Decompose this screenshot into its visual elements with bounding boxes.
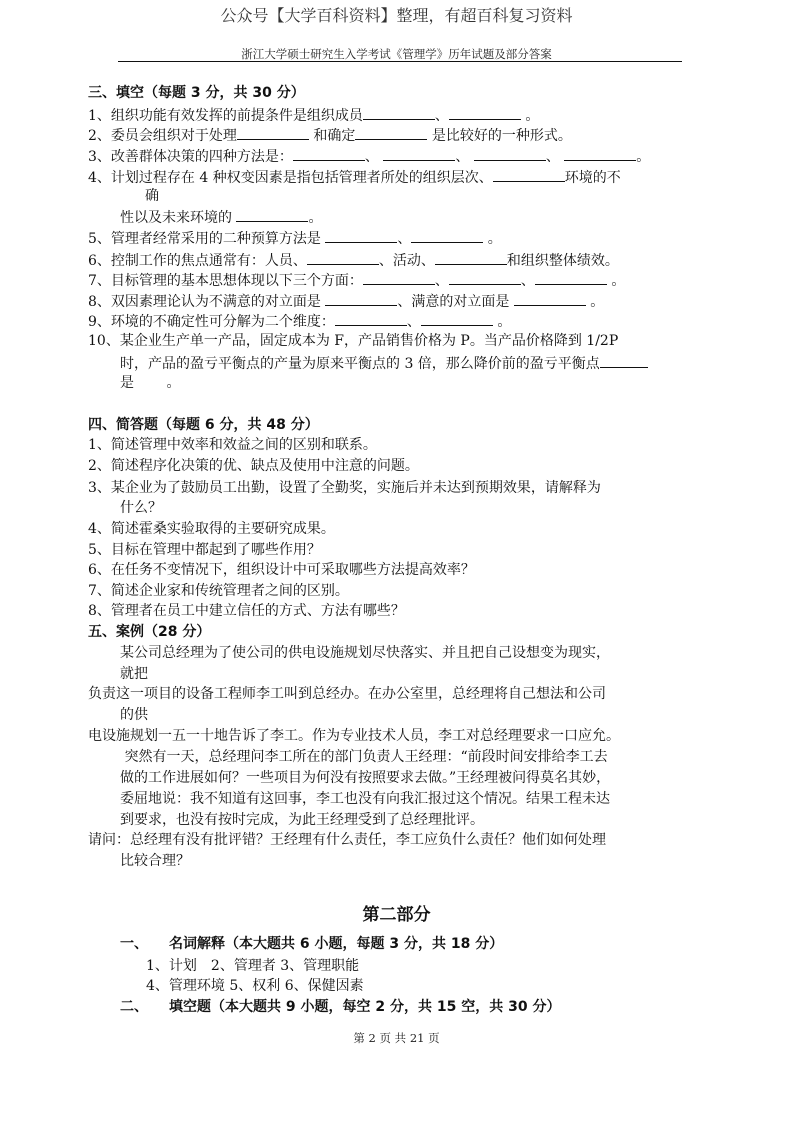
line-text: 时，产品的盈亏平衡点的产量为原来平衡点的 3 倍，那么降价前的盈亏平衡点 xyxy=(120,356,600,372)
line-text: 2、简述程序化决策的优、缺点及使用中注意的问题。 xyxy=(88,458,419,474)
text-line xyxy=(88,311,511,331)
text-line xyxy=(88,520,335,538)
text-line xyxy=(88,602,405,620)
fill-in-blank xyxy=(474,146,546,161)
text-line xyxy=(120,811,484,829)
line-text: 、 xyxy=(545,149,565,165)
text-line xyxy=(88,685,606,703)
text-line xyxy=(120,644,610,662)
line-text: 五、案例（28 分） xyxy=(88,624,211,640)
fill-in-blank xyxy=(355,125,427,140)
line-text: 8、管理者在员工中建立信任的方式、方法有哪些？ xyxy=(88,603,405,619)
text-line xyxy=(120,207,322,227)
line-text: 确 xyxy=(145,188,159,204)
line-text: 、 xyxy=(364,149,384,165)
text-line xyxy=(146,957,359,975)
line-text: 某公司总经理为了使公司的供电设施规划尽快落实、并且把自己设想变为现实， xyxy=(120,645,610,661)
text-line xyxy=(120,852,190,870)
line-text: 和组织整体绩效。 xyxy=(506,253,619,269)
line-text: 比较合理？ xyxy=(120,853,190,869)
text-line xyxy=(88,479,601,497)
line-text: 。 xyxy=(483,231,502,247)
line-text: 的供 xyxy=(120,707,148,723)
section-heading xyxy=(120,998,560,1016)
line-text: 是比较好的一种形式。 xyxy=(427,128,572,144)
line-text: 8、双因素理论认为不满意的对立面是 xyxy=(88,294,326,310)
section-heading xyxy=(120,935,503,953)
line-text: 到要求，也没有按时完成，为此王经理受到了总经理批评。 xyxy=(120,812,484,828)
line-text: 、满意的对立面是 xyxy=(397,294,514,310)
text-line xyxy=(88,541,321,559)
fill-in-blank xyxy=(514,291,586,306)
line-text: 负责这一项目的设备工程师李工叫到总经办。在办公室里，总经理将自己想法和公司 xyxy=(88,686,606,702)
line-text: 什么？ xyxy=(120,500,162,516)
text-line xyxy=(88,167,621,187)
line-text: 就把 xyxy=(120,666,148,682)
line-text: 。 xyxy=(520,108,540,124)
line-text: 、 xyxy=(434,273,449,289)
line-text: 1、组织功能有效发挥的前提条件是组织成员 xyxy=(88,108,363,124)
text-line xyxy=(88,332,618,350)
fill-in-blank xyxy=(449,270,521,285)
line-text: 二、 填空题（本大题共 9 小题，每空 2 分，共 15 空，共 30 分） xyxy=(120,999,561,1015)
fill-in-blank xyxy=(293,146,365,161)
fill-in-blank xyxy=(535,270,607,285)
line-text: 突然有一天，总经理问李工所在的部门负责人王经理：“前段时间安排给李工去 xyxy=(120,749,608,765)
fill-in-blank xyxy=(435,250,507,265)
line-text: 电设施规划一五一十地告诉了李工。作为专业技术人员，李工对总经理要求一口应允。 xyxy=(88,728,620,744)
fill-in-blank xyxy=(335,311,407,326)
line-text: 、 xyxy=(455,149,474,165)
fill-in-blank xyxy=(449,105,521,120)
header-rule xyxy=(118,61,682,62)
line-text: 。 xyxy=(606,273,626,289)
text-line xyxy=(88,457,419,475)
line-text: 性以及未来环境的 xyxy=(120,210,237,226)
line-text: 一、 名词解释（本大题共 6 小题，每题 3 分，共 18 分） xyxy=(120,936,504,952)
line-text: 10、某企业生产单一产品，固定成本为 F，产品销售价格为 P。当产品价格降到 1/2P xyxy=(88,333,619,349)
text-line xyxy=(120,769,610,787)
fill-in-blank xyxy=(307,250,379,265)
line-text: 、 xyxy=(434,108,449,124)
fill-in-blank xyxy=(383,146,455,161)
line-text: 、 xyxy=(397,231,412,247)
section-heading xyxy=(88,623,210,641)
line-text: 做的工作进展如何？一些项目为何没有按照要求去做。”王经理被问得莫名其妙， xyxy=(120,770,611,786)
text-line xyxy=(88,250,619,270)
text-line xyxy=(120,353,648,373)
line-text: 1、计划 2、管理者 3、管理职能 xyxy=(146,958,360,974)
line-text: 3、改善群体决策的四种方法是： xyxy=(88,149,293,165)
text-line xyxy=(88,228,502,248)
line-text: 和确定 xyxy=(308,128,356,144)
line-text: 。 xyxy=(585,294,605,310)
line-text: 委屈地说：我不知道有这回事，李工也没有向我汇报过这个情况。结果工程未达 xyxy=(120,791,610,807)
line-text: 请问：总经理有没有批评错？王经理有什么责任，李工应负什么责任？他们如何处理 xyxy=(88,832,606,848)
line-text: 5、目标在管理中都起到了哪些作用？ xyxy=(88,542,321,558)
line-text: 。 xyxy=(308,210,323,226)
text-line xyxy=(120,790,610,808)
text-line xyxy=(88,727,620,745)
line-text: 环境的不 xyxy=(564,170,621,186)
fill-in-blank xyxy=(237,125,309,140)
text-line xyxy=(145,187,159,205)
line-text: 、 xyxy=(406,314,421,330)
line-text: 1、简述管理中效率和效益之间的区别和联系。 xyxy=(88,437,377,453)
text-line xyxy=(88,146,650,166)
line-text: 。 xyxy=(492,314,512,330)
fill-in-blank xyxy=(493,167,565,182)
text-line xyxy=(88,291,604,311)
line-text: 四、简答题（每题 6 分，共 48 分） xyxy=(88,417,319,433)
line-text: 是 。 xyxy=(120,375,181,391)
line-text: 5、管理者经常采用的二种预算方法是 xyxy=(88,231,326,247)
fill-in-blank xyxy=(325,291,397,306)
watermark-text: 公众号【大学百科资料】整理，有超百科复习资料 xyxy=(220,6,573,25)
text-line xyxy=(88,582,349,600)
text-line xyxy=(120,499,162,517)
fill-in-blank xyxy=(363,105,435,120)
line-text: 、 xyxy=(520,273,535,289)
line-text: 6、在任务不变情况下，组织设计中可采取哪些方法提高效率？ xyxy=(88,562,475,578)
text-line xyxy=(120,748,608,766)
running-header: 浙江大学硕士研究生入学考试《管理学》历年试题及部分答案 xyxy=(241,47,552,61)
text-line xyxy=(88,105,539,125)
line-text: 2、委员会组织对于处理 xyxy=(88,128,237,144)
line-text: 三、填空（每题 3 分，共 30 分） xyxy=(88,85,305,101)
line-text: 4、简述霍桑实验取得的主要研究成果。 xyxy=(88,521,335,537)
line-text: 4、管理环境 5、权利 6、保健因素 xyxy=(146,978,364,994)
fill-in-blank xyxy=(236,207,308,222)
line-text: 。 xyxy=(636,149,651,165)
line-text: 、活动、 xyxy=(378,253,435,269)
fill-in-blank xyxy=(600,353,648,368)
section-heading xyxy=(88,416,319,434)
fill-in-blank xyxy=(564,146,636,161)
line-text: 3、某企业为了鼓励员工出勤，设置了全勤奖，实施后并未达到预期效果，请解释为 xyxy=(88,480,601,496)
fill-in-blank xyxy=(421,311,493,326)
text-line xyxy=(120,706,148,724)
line-text: 7、简述企业家和传统管理者之间的区别。 xyxy=(88,583,349,599)
text-line xyxy=(120,665,148,683)
page-footer: 第 2 页 共 21 页 xyxy=(353,1031,440,1045)
fill-in-blank xyxy=(363,270,435,285)
line-text: 4、计划过程存在 4 种权变因素是指包括管理者所处的组织层次、 xyxy=(88,170,493,186)
text-line xyxy=(146,977,364,995)
section-heading xyxy=(88,84,305,102)
text-line xyxy=(88,561,475,579)
text-line xyxy=(88,436,377,454)
fill-in-blank xyxy=(411,228,483,243)
text-line xyxy=(88,831,606,849)
line-text: 6、控制工作的焦点通常有：人员、 xyxy=(88,253,307,269)
text-line xyxy=(120,374,180,392)
line-text: 9、环境的不确定性可分解为二个维度： xyxy=(88,314,335,330)
text-line xyxy=(88,125,572,145)
fill-in-blank xyxy=(325,228,397,243)
text-line xyxy=(88,270,625,290)
part-title: 第二部分 xyxy=(362,905,431,925)
line-text: 7、目标管理的基本思想体现以下三个方面： xyxy=(88,273,363,289)
